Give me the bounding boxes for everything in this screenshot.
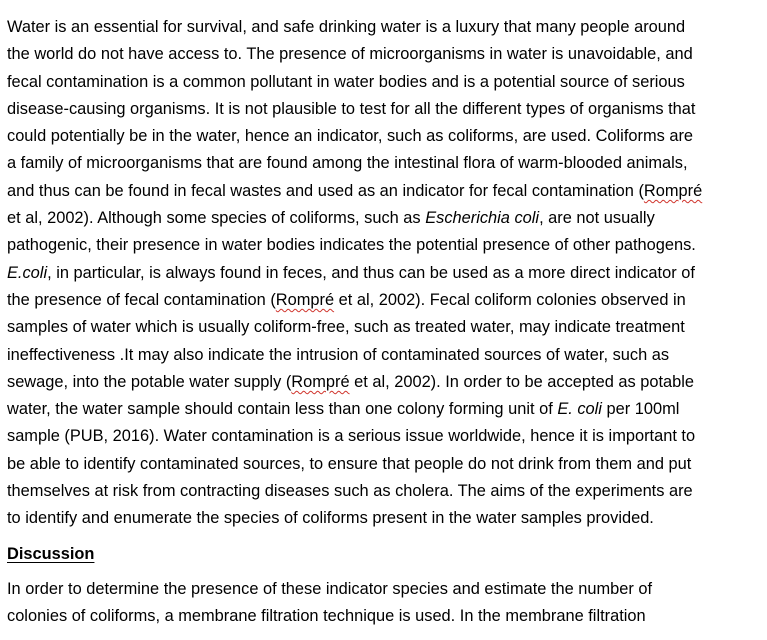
paragraph-line [7,205,767,232]
text-run: , in particular, is always found in feces, and thus can be used as a more direct indicator of [47,263,695,282]
paragraph-spacer [7,533,767,541]
text-run: et al, 2002). Fecal coliform colonies observed in [334,290,686,309]
paragraph-line: colonies of coliforms, a membrane filtration technique is used. In the membrane filtration [7,607,646,626]
citation-author: Rompré [291,372,350,391]
paragraph-line: Water is an essential for survival, and safe drinking water is a luxury that many people around [7,18,686,36]
section-heading: Discussion [7,544,95,563]
text-run: water, the water sample should contain less than one colony forming unit of [7,400,558,419]
species-name: E. coli [557,400,602,419]
text-run: et al, 2002). Although some species of coliforms, such as [7,209,426,228]
paragraph-line: fecal contamination is a common pollutant in water bodies and is a potential source of serious [7,72,685,91]
text-run: , are not usually [539,209,655,228]
paragraph-line: disease-causing organisms. It is not plausible to test for all the different types of organisms that [7,99,696,118]
species-name: E.coli [7,263,48,282]
paragraph-spacer [7,568,767,576]
paragraph-line: samples of water which is usually coliform-free, such as treated water, may indicate treatment [7,318,685,337]
text-run: sewage, into the potable water supply ( [7,372,292,391]
paragraph-line: to identify and enumerate the species of coliforms present in the water samples provided. [7,509,654,528]
paragraph-line [7,396,767,423]
document-body [7,14,767,631]
paragraph-line [7,260,767,287]
citation-author: Rompré [643,181,703,200]
species-name: Escherichia coli [425,209,540,228]
text-run: et al, 2002). In order to be accepted as potable [349,372,695,391]
paragraph-line: In order to determine the presence of these indicator species and estimate the number of [7,579,653,598]
citation-author: Rompré [275,290,335,309]
paragraph-line: ineffectiveness .It may also indicate the intrusion of contaminated sources of water, such as [7,345,670,364]
text-run: per 100ml [601,400,680,419]
paragraph-line: the world do not have access to. The presence of microorganisms in water is unavoidable, and [7,45,693,64]
paragraph-line: be able to identify contaminated sources, to ensure that people do not drink from them and put [7,454,692,473]
paragraph-line: sample (PUB, 2016). Water contamination is a serious issue worldwide, hence it is important to [7,427,696,446]
paragraph-line [7,287,767,314]
paragraph-line: themselves at risk from contracting diseases such as cholera. The aims of the experiments are [7,482,693,501]
paragraph-line [7,178,767,205]
paragraph-line: could potentially be in the water, hence an indicator, such as coliforms, are used. Coliforms are [7,127,694,146]
paragraph-line [7,369,767,396]
paragraph-line: pathogenic, their presence in water bodies indicates the potential presence of other pathogens. [7,236,696,255]
paragraph-line: a family of microorganisms that are found among the intestinal flora of warm-blooded animals, [7,154,688,173]
text-run: the presence of fecal contamination ( [7,290,276,309]
text-run: and thus can be found in fecal wastes and used as an indicator for fecal contamination ( [7,181,644,200]
